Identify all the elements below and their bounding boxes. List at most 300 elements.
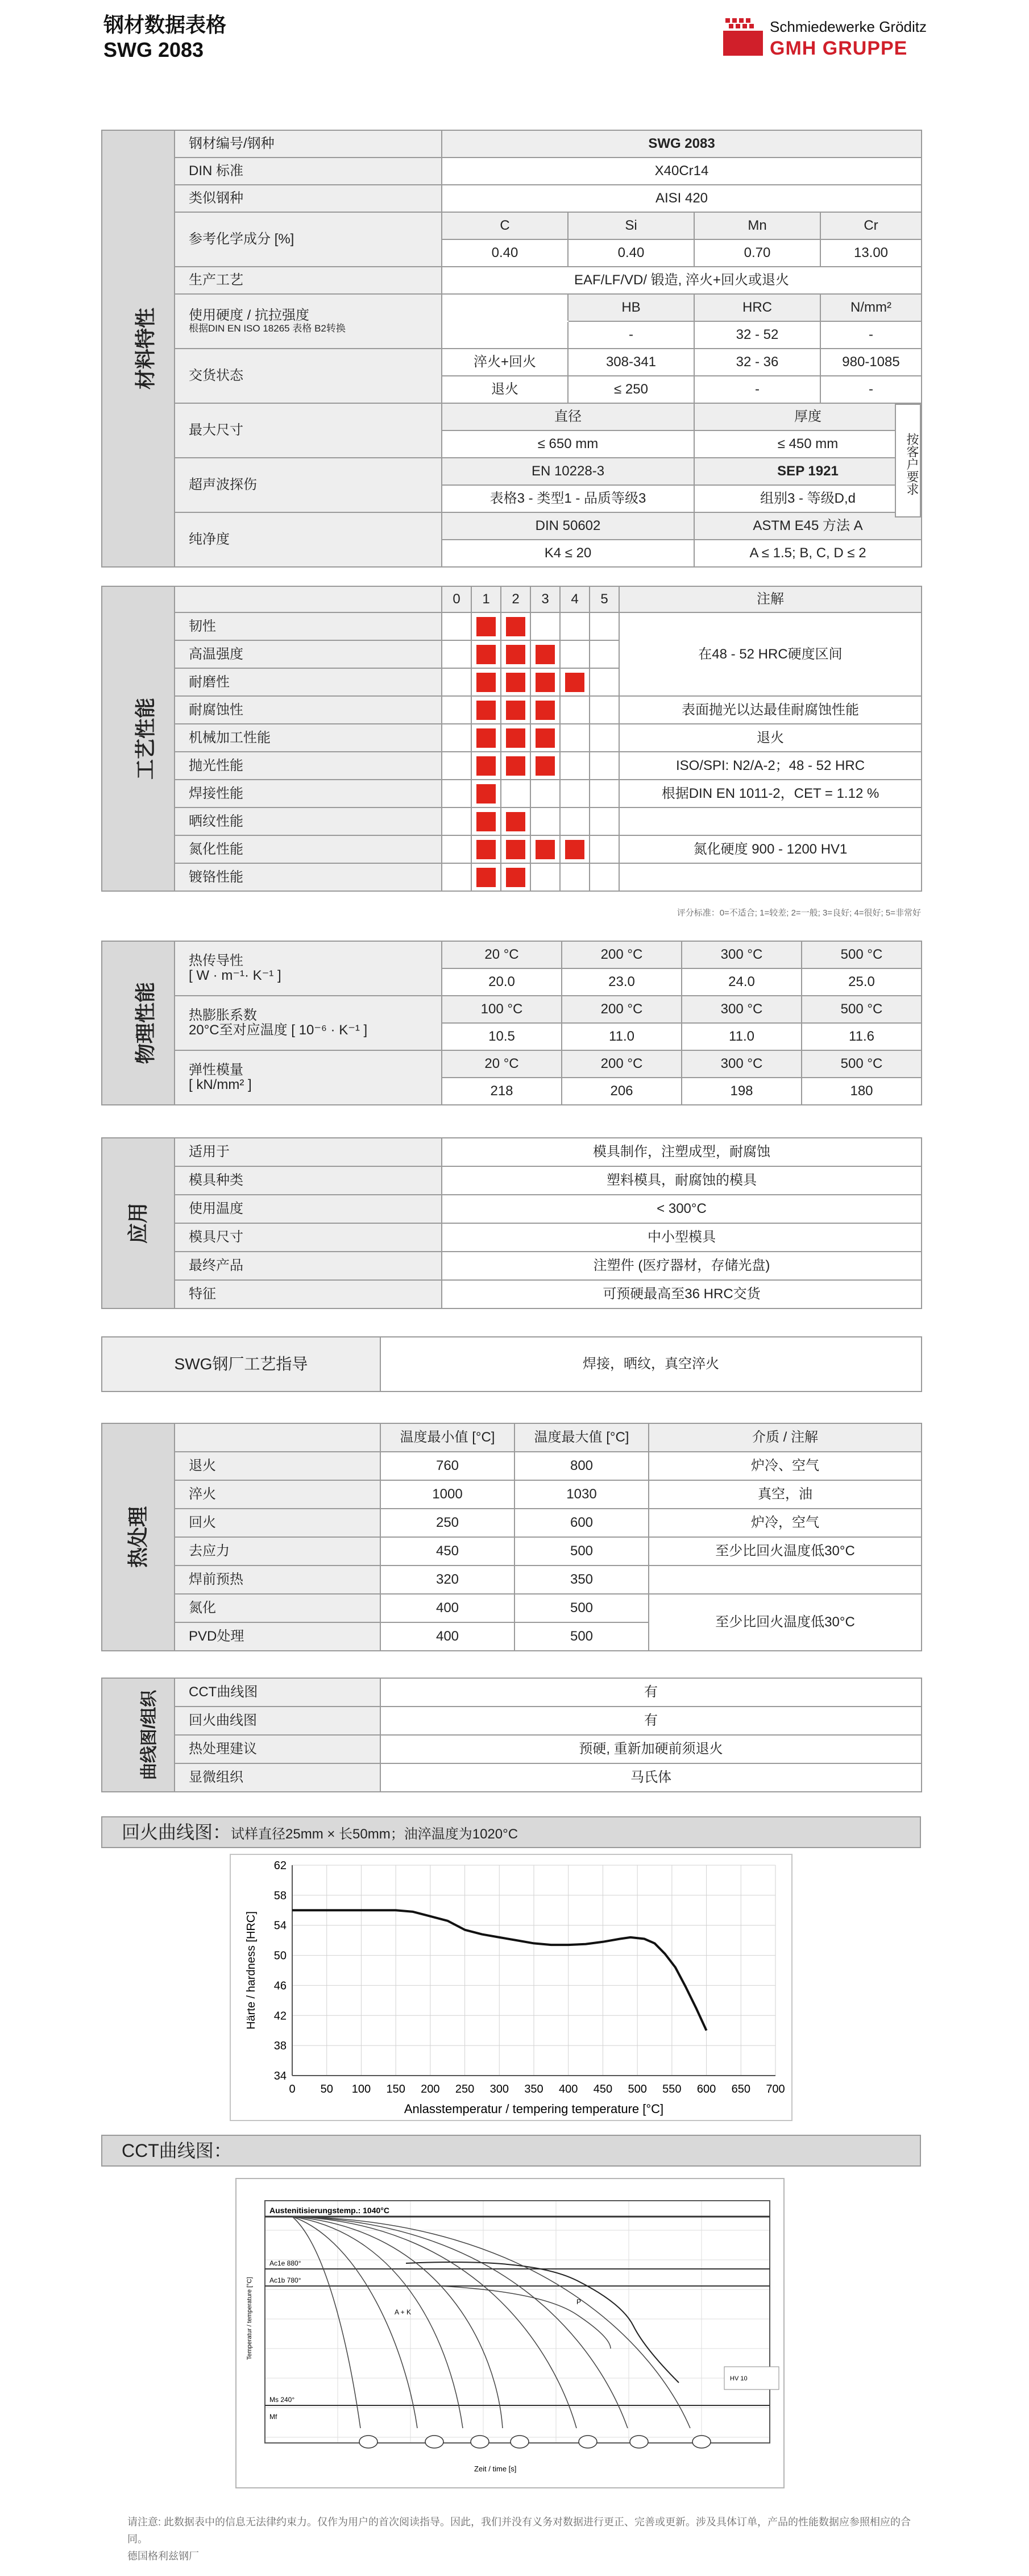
heat-max: 500 (514, 1594, 649, 1622)
score-cell (442, 696, 471, 724)
heat-note: 炉冷、空气 (649, 1452, 922, 1480)
application-value: < 300°C (442, 1195, 922, 1223)
score-cell (560, 780, 590, 807)
score-cell (501, 668, 530, 696)
score-cell (560, 863, 590, 891)
comp-value-mn: 0.70 (694, 239, 820, 267)
x-tick-label: 250 (455, 2083, 475, 2095)
score-cell (471, 724, 501, 752)
guide-table (101, 1336, 922, 1392)
score-cell (530, 752, 560, 780)
score-mark (565, 673, 584, 692)
hardness-label: 使用硬度 / 抗拉强度 根据DIN EN ISO 18265 表格 B2转换 (175, 294, 442, 349)
score-mark (476, 617, 496, 636)
score-mark (506, 645, 525, 664)
expansion-value: 11.0 (562, 1023, 682, 1050)
hardness-blank2 (442, 321, 568, 349)
title-line1: 钢材数据表格 (103, 13, 227, 36)
score-cell (530, 668, 560, 696)
process-table (101, 586, 922, 892)
heat-head: 温度最小值 [°C] (380, 1423, 514, 1452)
score-mark (536, 728, 555, 748)
score-mark (476, 812, 496, 831)
heat-min: 760 (380, 1452, 514, 1480)
hardness-head-hb: HB (568, 294, 694, 321)
hardness-value-hb: - (568, 321, 694, 349)
page-title (103, 13, 226, 63)
process-value: EAF/LF/VD/ 锻造, 淬火+回火或退火 (442, 267, 922, 294)
heat-label: 焊前预热 (175, 1566, 380, 1594)
comp-head-si: Si (568, 212, 694, 239)
heat-note: 真空，油 (649, 1480, 922, 1509)
size-value-thickness: ≤ 450 mm (694, 430, 922, 458)
process-row-label: 焊接性能 (175, 780, 442, 807)
score-mark (476, 673, 496, 692)
x-tick-label: 50 (320, 2083, 333, 2095)
delivery-hb: 308-341 (568, 349, 694, 376)
comp-value-si: 0.40 (568, 239, 694, 267)
cct-austenite-label: Austenitisierungstemp.: 1040°C (269, 2206, 389, 2215)
score-cell (501, 612, 530, 640)
score-cell (442, 863, 471, 891)
application-table (101, 1137, 922, 1309)
score-cell (501, 835, 530, 863)
score-cell (501, 724, 530, 752)
y-tick-label: 50 (273, 1949, 287, 1962)
heat-side-label: 热处理 (102, 1423, 175, 1651)
curves-label: 回火曲线图 (175, 1707, 380, 1735)
delivery-hrc: - (694, 376, 820, 403)
x-tick-label: 150 (386, 2083, 405, 2095)
chart-frame (230, 1854, 792, 2121)
delivery-label: 交货状态 (175, 349, 442, 403)
heat-label: 回火 (175, 1509, 380, 1537)
temp-head: 300 °C (682, 1050, 802, 1078)
score-cell (471, 696, 501, 724)
temp-head: 100 °C (442, 996, 562, 1023)
heat-min: 400 (380, 1622, 514, 1651)
temp-head: 200 °C (562, 1050, 682, 1078)
x-tick-label: 650 (731, 2083, 750, 2095)
application-value: 可预硬最高至36 HRC交货 (442, 1280, 922, 1308)
din-label: DIN 标准 (175, 158, 442, 185)
conductivity-value: 23.0 (562, 968, 682, 996)
process-row-label: 耐腐蚀性 (175, 696, 442, 724)
heat-head: 温度最大值 [°C] (514, 1423, 649, 1452)
score-cell (560, 696, 590, 724)
application-label: 模具尺寸 (175, 1223, 442, 1252)
score-cell (530, 863, 560, 891)
heat-label: 退火 (175, 1452, 380, 1480)
heat-note (649, 1566, 922, 1594)
guide-label: SWG钢厂工艺指导 (102, 1337, 380, 1391)
score-cell (442, 724, 471, 752)
ut-head-en: EN 10228-3 (442, 458, 694, 485)
score-cell (471, 780, 501, 807)
score-mark (506, 840, 525, 859)
score-mark (506, 812, 525, 831)
process-note: 表面抛光以达最佳耐腐蚀性能 (619, 696, 922, 724)
application-label: 适用于 (175, 1138, 442, 1166)
curves-label: 显微组织 (175, 1763, 380, 1792)
y-axis-label: Härte / hardness [HRC] (245, 1911, 258, 2030)
expansion-value: 11.6 (802, 1023, 922, 1050)
application-label: 模具种类 (175, 1166, 442, 1195)
application-label: 使用温度 (175, 1195, 442, 1223)
delivery-hrc: 32 - 36 (694, 349, 820, 376)
cct-section-title: CCT曲线图： (101, 2135, 921, 2167)
size-value-diameter: ≤ 650 mm (442, 430, 694, 458)
temp-head: 20 °C (442, 941, 562, 968)
size-label: 最大尺寸 (175, 403, 442, 458)
hardness-head-hrc: HRC (694, 294, 820, 321)
purity-value-astm: A ≤ 1.5; B, C, D ≤ 2 (694, 540, 922, 567)
curves-value: 有 (380, 1707, 922, 1735)
score-mark (536, 673, 555, 692)
score-cell (442, 640, 471, 668)
comp-value-cr: 13.00 (820, 239, 922, 267)
title-line2: SWG 2083 (103, 38, 204, 61)
score-cell (471, 807, 501, 835)
score-mark (536, 756, 555, 776)
temp-head: 500 °C (802, 941, 922, 968)
expansion-value: 11.0 (682, 1023, 802, 1050)
score-cell (590, 863, 619, 891)
score-cell (590, 696, 619, 724)
temp-head: 300 °C (682, 941, 802, 968)
score-mark (506, 701, 525, 720)
score-cell (501, 696, 530, 724)
cct-ms-label: Ms 240° (269, 2396, 295, 2404)
heat-note: 炉冷，空气 (649, 1509, 922, 1537)
conductivity-value: 25.0 (802, 968, 922, 996)
heat-min: 320 (380, 1566, 514, 1594)
heat-label: PVD处理 (175, 1622, 380, 1651)
heat-min: 450 (380, 1537, 514, 1566)
scale-head: 2 (501, 586, 530, 612)
comp-head-cr: Cr (820, 212, 922, 239)
comp-head-c: C (442, 212, 568, 239)
process-note: ISO/SPI: N2/A-2；48 - 52 HRC (619, 752, 922, 780)
score-cell (501, 752, 530, 780)
score-mark (506, 617, 525, 636)
process-row-label: 耐磨性 (175, 668, 442, 696)
scale-head: 3 (530, 586, 560, 612)
process-row-label: 抛光性能 (175, 752, 442, 780)
heat-label: 氮化 (175, 1594, 380, 1622)
footer-line1: 请注意: 此数据表中的信息无法律约束力。仅作为用户的首次阅读指导。因此，我们并没有义务对数据进行更正、完善或更新。涉及具体订单，产品的性能数据应参照相应的合同。 (127, 2516, 911, 2545)
application-value: 模具制作，注塑成型，耐腐蚀 (442, 1138, 922, 1166)
guide-value: 焊接，晒纹，真空淬火 (380, 1337, 922, 1391)
temp-head: 200 °C (562, 941, 682, 968)
score-mark (536, 840, 555, 859)
score-cell (560, 640, 590, 668)
score-cell (590, 807, 619, 835)
score-mark (476, 756, 496, 776)
curves-side-label: 曲线图/组织 (102, 1678, 175, 1792)
score-cell (590, 724, 619, 752)
ut-value-sep: 组别3 - 等级D,d (694, 485, 922, 512)
purity-label: 纯净度 (175, 512, 442, 567)
customer-request-note: 按客户要求 (895, 404, 921, 517)
x-tick-label: 300 (489, 2083, 509, 2095)
application-label: 最终产品 (175, 1252, 442, 1280)
delivery-state: 淬火+回火 (442, 349, 568, 376)
heat-head-blank (175, 1423, 380, 1452)
score-cell (471, 752, 501, 780)
process-side-label: 工艺性能 (102, 586, 175, 891)
score-mark (565, 840, 584, 859)
din-value: X40Cr14 (442, 158, 922, 185)
x-tick-label: 0 (289, 2083, 296, 2095)
score-cell (590, 835, 619, 863)
rating-legend: 评分标准：0=不适合; 1=较差; 2=一般; 3=良好; 4=很好; 5=非常好 (677, 908, 921, 918)
score-cell (442, 612, 471, 640)
x-tick-label: 700 (766, 2083, 785, 2095)
score-cell (442, 668, 471, 696)
note-head: 注解 (619, 586, 922, 612)
physical-side-label: 物理性能 (102, 941, 175, 1105)
process-row-label: 氮化性能 (175, 835, 442, 863)
cct-zone-ak: A + K (395, 2308, 412, 2316)
application-side-label: 应用 (102, 1138, 175, 1308)
purity-head-din: DIN 50602 (442, 512, 694, 540)
score-cell (442, 807, 471, 835)
application-value: 注塑件 (医疗器材，存储光盘) (442, 1252, 922, 1280)
score-cell (442, 835, 471, 863)
expansion-label: 热膨胀系数 20°C至对应温度 [ 10⁻⁶ · K⁻¹ ] (175, 996, 442, 1050)
ut-value-en: 表格3 - 类型1 - 品质等级3 (442, 485, 694, 512)
footer-disclaimer (127, 2513, 923, 2565)
score-cell (471, 640, 501, 668)
score-cell (560, 724, 590, 752)
expansion-value: 10.5 (442, 1023, 562, 1050)
score-cell (501, 640, 530, 668)
purity-value-din: K4 ≤ 20 (442, 540, 694, 567)
x-tick-label: 550 (662, 2083, 682, 2095)
scale-head: 4 (560, 586, 590, 612)
score-cell (530, 807, 560, 835)
score-cell (530, 640, 560, 668)
scale-head: 1 (471, 586, 501, 612)
delivery-state: 退火 (442, 376, 568, 403)
y-tick-label: 34 (273, 2070, 287, 2082)
heat-note: 至少比回火温度低30°C (649, 1594, 922, 1651)
application-label: 特征 (175, 1280, 442, 1308)
conductivity-value: 24.0 (682, 968, 802, 996)
score-cell (560, 752, 590, 780)
y-tick-label: 58 (273, 1889, 287, 1902)
y-tick-label: 62 (273, 1859, 287, 1872)
delivery-n: 980-1085 (820, 349, 922, 376)
curves-value: 马氏体 (380, 1763, 922, 1792)
process-row-label: 镀铬性能 (175, 863, 442, 891)
process-row-label: 韧性 (175, 612, 442, 640)
score-mark (506, 868, 525, 887)
materials-side-label: 材料特性 (102, 130, 175, 567)
heat-max: 500 (514, 1622, 649, 1651)
process-note: 退火 (619, 724, 922, 752)
score-cell (530, 612, 560, 640)
score-cell (501, 807, 530, 835)
score-cell (560, 612, 590, 640)
cct-chart (235, 2178, 785, 2488)
conductivity-label: 热传导性 [ W · m⁻¹· K⁻¹ ] (175, 941, 442, 996)
y-tick-label: 54 (273, 1919, 287, 1932)
score-cell (471, 863, 501, 891)
purity-head-astm: ASTM E45 方法 A (694, 512, 922, 540)
heat-label: 去应力 (175, 1537, 380, 1566)
x-tick-label: 600 (696, 2083, 716, 2095)
score-cell (560, 835, 590, 863)
delivery-hb: ≤ 250 (568, 376, 694, 403)
modulus-value: 180 (802, 1078, 922, 1105)
process-note (619, 863, 922, 891)
process-head-blank (175, 586, 442, 612)
grade-label: 钢材编号/钢种 (175, 130, 442, 158)
cct-ylabel: Temperatur / temperature [°C] (246, 2277, 253, 2360)
modulus-label: 弹性模量 [ kN/mm² ] (175, 1050, 442, 1105)
score-cell (501, 780, 530, 807)
hardness-head-n: N/mm² (820, 294, 922, 321)
curves-label: 热处理建议 (175, 1735, 380, 1763)
y-tick-label: 38 (273, 2040, 287, 2053)
hardness-value-n: - (820, 321, 922, 349)
comp-value-c: 0.40 (442, 239, 568, 267)
score-cell (501, 863, 530, 891)
cct-xlabel: Zeit / time [s] (474, 2465, 517, 2473)
heat-max: 350 (514, 1566, 649, 1594)
logo-top-text: Schmiedewerke Gröditz (770, 18, 927, 35)
ut-head-sep: SEP 1921 (694, 458, 922, 485)
cct-zone-p: P (576, 2298, 582, 2306)
scale-head: 5 (590, 586, 619, 612)
physical-table (101, 941, 922, 1105)
x-tick-label: 400 (559, 2083, 578, 2095)
temp-head: 500 °C (802, 1050, 922, 1078)
modulus-value: 206 (562, 1078, 682, 1105)
score-mark (476, 701, 496, 720)
size-head-thickness: 厚度 (694, 403, 922, 430)
logo-bottom-text: GMH GRUPPE (770, 38, 908, 59)
application-value: 塑料模具，耐腐蚀的模具 (442, 1166, 922, 1195)
process-row-label: 机械加工性能 (175, 724, 442, 752)
heat-min: 400 (380, 1594, 514, 1622)
score-cell (590, 752, 619, 780)
modulus-value: 218 (442, 1078, 562, 1105)
comp-head-mn: Mn (694, 212, 820, 239)
score-cell (471, 835, 501, 863)
process-note (619, 807, 922, 835)
delivery-n: - (820, 376, 922, 403)
size-head-diameter: 直径 (442, 403, 694, 430)
score-mark (536, 645, 555, 664)
materials-table (101, 130, 922, 568)
process-note: 在48 - 52 HRC硬度区间 (619, 612, 922, 696)
score-mark (476, 728, 496, 748)
x-tick-label: 100 (351, 2083, 371, 2095)
score-cell (530, 696, 560, 724)
cct-legend-label: HV 10 (730, 2375, 748, 2382)
tempering-chart (230, 1854, 793, 2121)
x-tick-label: 200 (421, 2083, 440, 2095)
score-mark (476, 645, 496, 664)
score-mark (476, 784, 496, 804)
x-tick-label: 450 (593, 2083, 613, 2095)
score-mark (506, 756, 525, 776)
ut-label: 超声波探伤 (175, 458, 442, 512)
heat-table (101, 1423, 922, 1651)
score-cell (442, 752, 471, 780)
cct-ac1b-label: Ac1b 780° (269, 2276, 301, 2284)
heat-max: 800 (514, 1452, 649, 1480)
curves-value: 有 (380, 1678, 922, 1707)
score-cell (530, 835, 560, 863)
score-cell (471, 668, 501, 696)
logo-mark-icon (722, 16, 766, 59)
heat-min: 1000 (380, 1480, 514, 1509)
heat-min: 250 (380, 1509, 514, 1537)
score-mark (506, 728, 525, 748)
modulus-value: 198 (682, 1078, 802, 1105)
x-axis-label: Anlasstemperatur / tempering temperature [°C] (404, 2102, 664, 2116)
hardness-value-hrc: 32 - 52 (694, 321, 820, 349)
cct-ac1e-label: Ac1e 880° (269, 2259, 301, 2267)
temp-head: 500 °C (802, 996, 922, 1023)
score-cell (590, 780, 619, 807)
scale-head: 0 (442, 586, 471, 612)
score-cell (530, 780, 560, 807)
score-cell (530, 724, 560, 752)
process-row-label: 晒纹性能 (175, 807, 442, 835)
curves-table (101, 1678, 922, 1792)
score-cell (560, 668, 590, 696)
score-cell (590, 640, 619, 668)
process-note: 根据DIN EN 1011-2，CET = 1.12 % (619, 780, 922, 807)
y-tick-label: 46 (273, 1979, 287, 1993)
score-mark (476, 840, 496, 859)
process-row-label: 高温强度 (175, 640, 442, 668)
heat-note: 至少比回火温度低30°C (649, 1537, 922, 1566)
process-note: 氮化硬度 900 - 1200 HV1 (619, 835, 922, 863)
x-tick-label: 500 (628, 2083, 647, 2095)
company-logo (722, 16, 932, 59)
heat-label: 淬火 (175, 1480, 380, 1509)
cct-mf-label: Mf (269, 2413, 277, 2421)
score-cell (442, 780, 471, 807)
similar-value: AISI 420 (442, 185, 922, 212)
similar-label: 类似钢种 (175, 185, 442, 212)
score-cell (560, 807, 590, 835)
curves-value: 预硬, 重新加硬前须退火 (380, 1735, 922, 1763)
score-mark (476, 868, 496, 887)
heat-max: 1030 (514, 1480, 649, 1509)
tempering-section-title: 回火曲线图：试样直径25mm × 长50mm；油淬温度为1020°C (101, 1816, 921, 1848)
x-tick-label: 350 (524, 2083, 543, 2095)
process-label: 生产工艺 (175, 267, 442, 294)
composition-label: 参考化学成分 [%] (175, 212, 442, 267)
footer-line2: 德国格利兹钢厂 (127, 2550, 199, 2562)
y-tick-label: 42 (273, 2010, 287, 2023)
score-cell (471, 612, 501, 640)
score-mark (506, 673, 525, 692)
score-mark (536, 701, 555, 720)
score-cell (590, 668, 619, 696)
temp-head: 20 °C (442, 1050, 562, 1078)
hardness-blank (442, 294, 568, 321)
curves-label: CCT曲线图 (175, 1678, 380, 1707)
application-value: 中小型模具 (442, 1223, 922, 1252)
